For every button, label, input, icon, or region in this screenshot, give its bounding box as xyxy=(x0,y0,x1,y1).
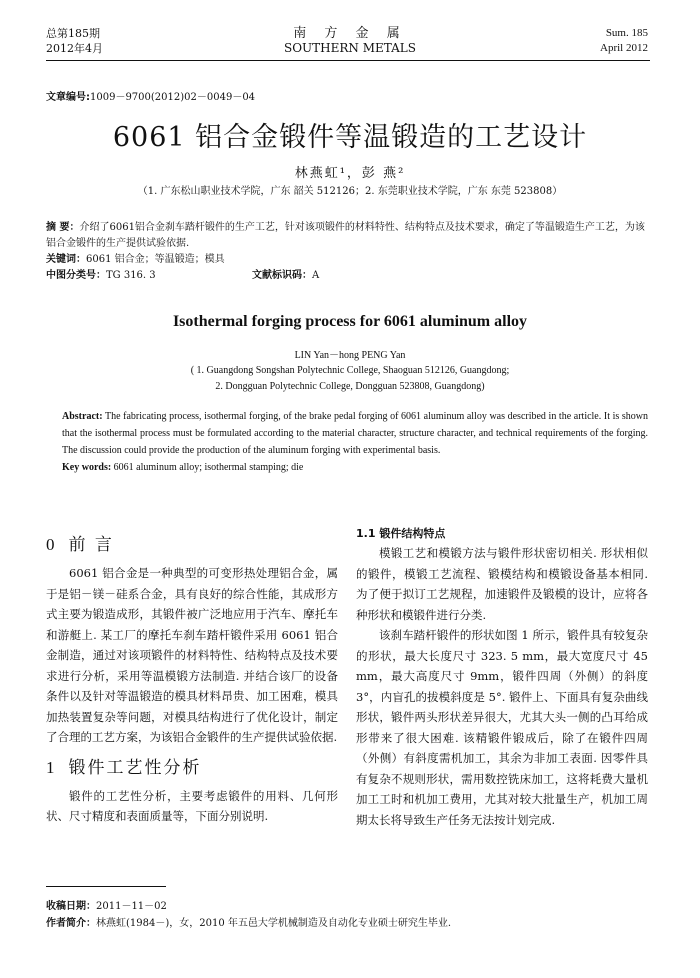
abstract-cn-label: 摘 要： xyxy=(46,222,80,233)
authors-cn: 林燕虹¹，彭 燕² xyxy=(294,166,406,181)
keywords-en-text: 6061 aluminum alloy; isothermal stamping; die xyxy=(113,462,304,473)
header-issue-date: 2012年4月 xyxy=(46,42,103,55)
footnote xyxy=(46,898,451,932)
author-bio-label: 作者简介： xyxy=(46,918,96,929)
section-title-0: 前 言 xyxy=(68,535,114,555)
article-number-value: 1009－9700(2012)02－0049－04 xyxy=(90,92,256,103)
keywords-en-label: Key words: xyxy=(62,462,112,473)
article-number-label: 文章编号: xyxy=(46,92,90,103)
body-column-right xyxy=(356,525,648,830)
section-title-1: 锻件工艺性分析 xyxy=(68,757,202,778)
affiliation-en xyxy=(0,363,700,395)
paragraph-structure-2: 该刹车踏杆锻件的形状如图 1 所示，锻件具有较复杂的形状，最大长度尺寸 323. 5 mm，最大宽度尺寸 45 mm，最大高度尺寸 9mm，锻件四周（外侧）的斜度 3°，内盲孔的拔模斜度是 5°. 锻件上、下面具有复杂曲线形状，锻件两头形状差异很大，尤其大头一侧的凸耳给成形带来了很大困难. 该精锻件锻成后，除了在锻件四周（外侧）有斜度需机加工，其余为非加工表面. 因零件具有复杂不规则形状，需用数控铣床加工，这将耗费大量机加工工时和机加工费用，尤其对较大批量生产，机加工周期太长将导致生产任务无法按计划完成. xyxy=(356,628,648,827)
clc-value: TG 316. 3 xyxy=(106,270,156,281)
affiliation-en-1: ( 1. Guangdong Songshan Polytechnic College, Shaoguan 512126, Guangdong; xyxy=(190,365,510,376)
abstract-cn-text: 介绍了6061铝合金刹车踏杆锻件的生产工艺，针对该项锻件的材料特性、结构特点及技术要求，确定了等温锻造生产工艺，为该铝合金锻件的生产提供试验依据. xyxy=(46,222,645,249)
abstract-en-text: The fabricating process, isothermal forging, of the brake pedal forging of 6061 aluminum alloy was described in the article. It is shown that the isothermal process must be formulated according to the material character, structure character, and technical requirements of the forging. The discussion could provide the production of the aluminum forging with experimental basis. xyxy=(62,411,648,456)
journal-name-en: SOUTHERN METALS xyxy=(284,41,416,55)
keywords-cn xyxy=(46,252,650,268)
section-heading-0 xyxy=(46,531,338,559)
doc-code-label: 文献标识码： xyxy=(252,270,313,281)
keywords-cn-label: 关键词： xyxy=(46,254,86,265)
abstract-cn xyxy=(46,220,650,284)
abstract-en-label: Abstract: xyxy=(62,411,103,422)
journal-name xyxy=(0,26,700,56)
paragraph-intro: 6061 铝合金是一种典型的可变形热处理铝合金，属于是铝－镁－硅系合金，具有良好的综合性能，其成形方式主要为锻造成形，其锻件被广泛地应用于汽车、摩托车和游艇上. 某工厂的摩托车刹车踏杆锻件采用 6061 铝合金制造，通过对该项锻件的材料特性、结构特点及技术要求进行分析，采用等温模锻方法制造. 并结合该厂的设备条件以及针对等温锻造的模具材料昂贵、加工困难，模具加热装置复杂等问题，对模具结构进行了优化设计，制定了合理的工艺方案，为该铝合金锻件的生产提供试验依据. xyxy=(46,566,338,744)
affiliation-cn: （1. 广东松山职业技术学院，广东 韶关 512126；2. 东莞职业技术学院，广东 东莞 523808） xyxy=(137,186,563,197)
author-bio xyxy=(46,915,451,932)
keywords-cn-text: 6061 铝合金；等温锻造；模具 xyxy=(86,254,225,265)
keywords-en xyxy=(62,459,648,476)
subsection-heading-1-1: 1.1 锻件结构特点 xyxy=(356,527,446,540)
received-label: 收稿日期： xyxy=(46,901,96,912)
paragraph-analysis: 锻件的工艺性分析，主要考虑锻件的用料、几何形状、尺寸精度和表面质量等，下面分别说明. xyxy=(46,788,338,823)
paper-title-en: Isothermal forging process for 6061 aluminum alloy xyxy=(172,313,528,330)
paper-title-cn: 6061 铝合金锻件等温锻造的工艺设计 xyxy=(112,122,588,153)
article-number xyxy=(46,88,255,103)
header-date-en: April 2012 xyxy=(600,42,648,54)
received-date xyxy=(46,898,451,915)
header-sum: Sum. 185 xyxy=(605,27,648,39)
affiliation-en-2: 2. Dongguan Polytechnic College, Dongguan 523808, Guangdong) xyxy=(215,381,485,392)
classification-line xyxy=(46,268,650,284)
body-column-left xyxy=(46,525,338,827)
author-bio-text: 林燕虹(1984－)，女，2010 年五邑大学机械制造及自动化专业硕士研究生毕业. xyxy=(96,918,452,929)
journal-name-cn: 南 方 金 属 xyxy=(293,26,407,41)
section-number-0: 0 xyxy=(46,535,57,554)
paragraph-structure-1: 模锻工艺和模锻方法与锻件形状密切相关. 形状相似的锻件，模锻工艺流程、锻模结构和模锻设备基本相同. 为了便于拟订工艺规程，加速锻件及锻模的设计，应将各种形状和模锻件进行分类. xyxy=(356,546,648,622)
header-issue-number: 总第185期 xyxy=(46,27,100,40)
header-issue-en xyxy=(600,26,648,56)
header-divider xyxy=(46,60,650,61)
abstract-en-body xyxy=(62,408,648,459)
doc-code-value: A xyxy=(312,270,320,281)
abstract-en xyxy=(62,408,648,476)
authors-en: LIN Yan－hong PENG Yan xyxy=(294,350,406,361)
section-number-1: 1 xyxy=(46,757,57,777)
received-value: 2011－11－02 xyxy=(96,901,167,912)
section-heading-1 xyxy=(46,754,338,782)
footnote-divider xyxy=(46,886,166,887)
clc-label: 中图分类号： xyxy=(46,270,106,281)
abstract-cn-body xyxy=(46,220,650,252)
